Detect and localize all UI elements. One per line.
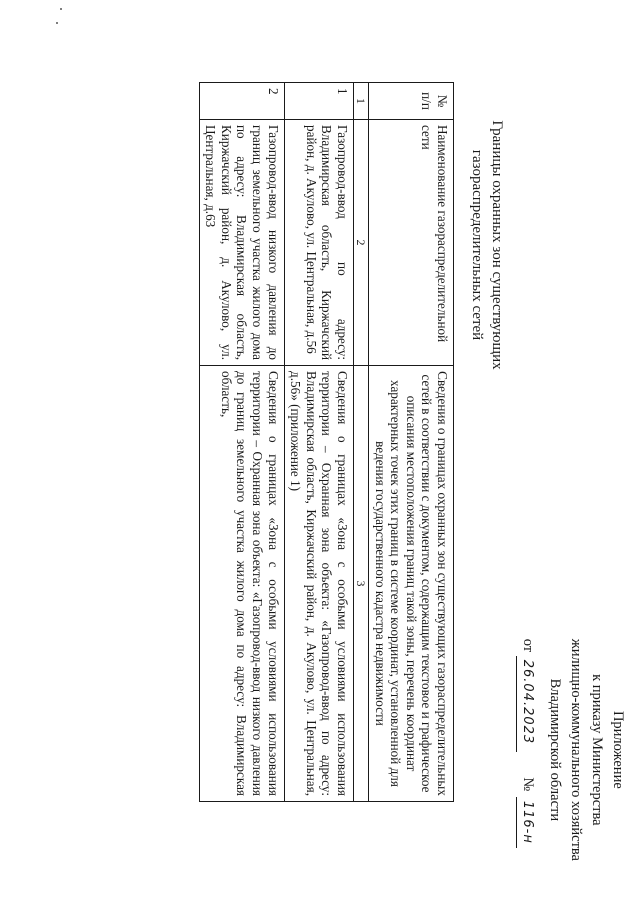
row-name: Газопровод-ввод по адресу: Владимирская область, Киржачский район, д. Акулово, ул. Центральная, д.56 [284,120,353,366]
header-name: Наименование газораспределительной сети [369,120,454,366]
table-row [199,83,284,802]
column-index-cell: 1 [354,83,369,120]
header-info: Сведения о границах охранных зон существующих газораспределительных сетей в соответствии с документом, содержащим текстовое и графическое описания местоположения границ такой зоны, перечень координат характерных точек этих границ в системе координат, установленной для ведения государственного кадастра недвижимости [369,366,454,802]
zones-table [199,82,454,802]
appendix-line-2: жилищно-коммунального хозяйства [568,638,584,861]
approval-line [516,639,538,861]
scan-speck [60,8,62,10]
document-title-line-1: Границы охранных зон существующих [489,120,505,370]
column-index-row [354,83,369,802]
document-title [467,0,507,490]
row-num: 2 [199,83,284,120]
number-label: № [520,777,536,792]
header-num: № п/п [369,83,454,120]
from-label: от [520,638,536,653]
table-header-row [369,83,454,802]
handwritten-number: 116-н [516,797,538,848]
appendix-block [516,639,628,861]
column-index-cell: 2 [354,120,369,366]
appendix-title: Приложение [610,710,626,789]
appendix-line-3: Владимирской области [547,678,563,822]
table-row [284,83,353,802]
row-info: Сведения о границах «Зона с особыми условиями использования территории – Охранная зона объекта: «Газопровод-ввод низкого давления до границ земельного участка жилого дома по адресу: Владимирская область, [199,366,284,802]
document-title-line-2: газораспределительных сетей [469,149,485,341]
row-info: Сведения о границах «Зона с особыми условиями использования территории – Охранная зона объекта: «Газопровод-ввод по адресу: Владимирская область, Киржачский район, д. Акулово, ул. Центральная, д.56» (приложение 1) [284,366,353,802]
column-index-cell: 3 [354,366,369,802]
row-name: Газопровод-ввод низкого давления до границ земельного участка жилого дома по адресу: Владимирская область, Киржачский район, д. Акулово, ул. Центральная, д.63 [199,120,284,366]
handwritten-date: 26.04.2023 [516,656,538,752]
scan-speck [56,22,58,24]
appendix-line-1: к приказу Министерства [589,674,605,826]
row-num: 1 [284,83,353,120]
